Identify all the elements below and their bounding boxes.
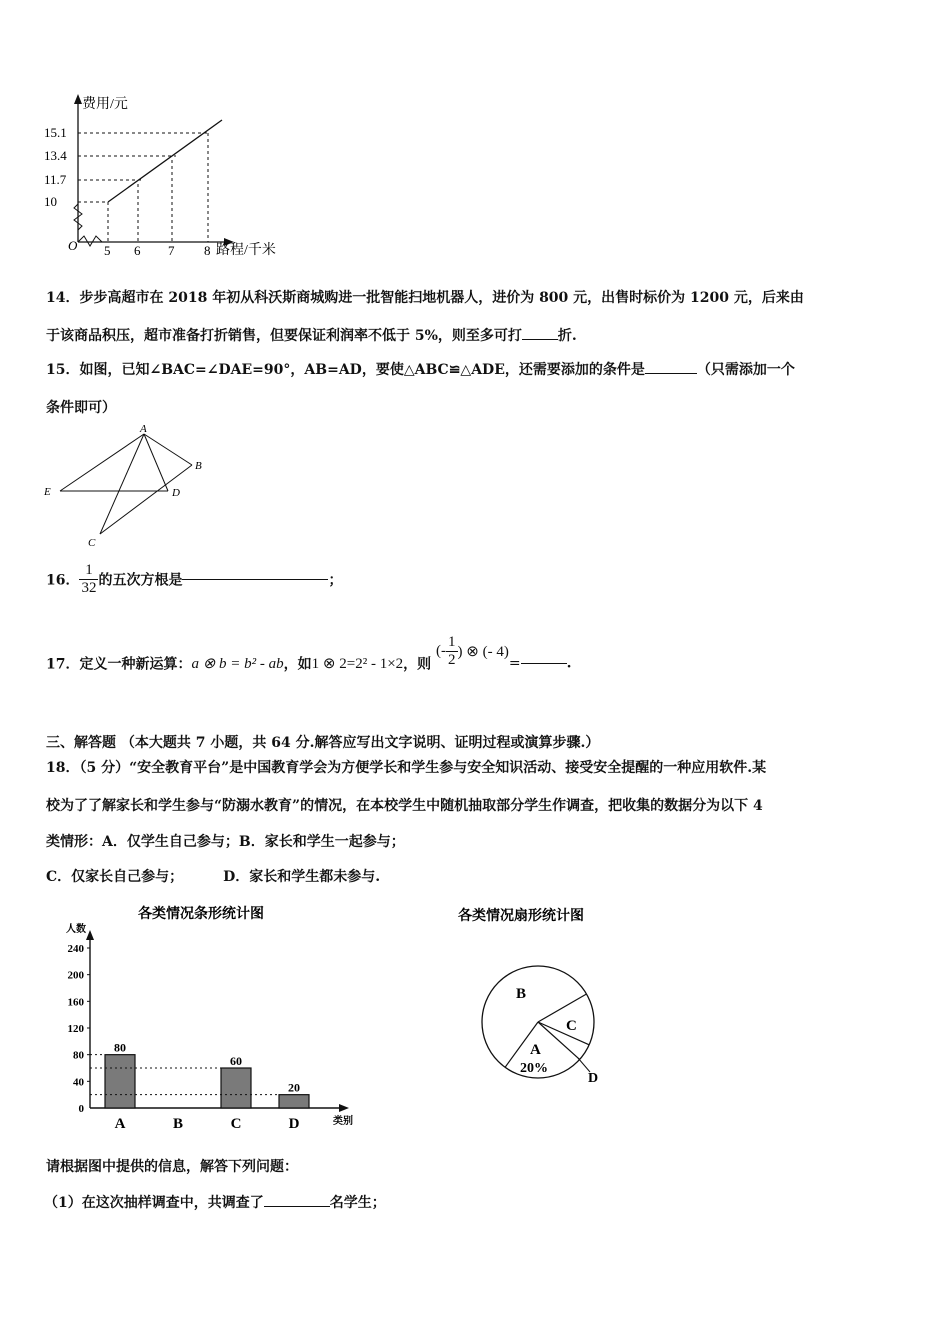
q18-category-d: D．家长和学生都未参与. <box>223 869 381 885</box>
expr-close: ) ⊗ (- 4) <box>457 644 509 660</box>
q17-answer-blank[interactable] <box>521 663 567 664</box>
bar-A <box>105 1055 135 1108</box>
question-15-line2: 条件即可） <box>46 400 116 416</box>
y-axis-arrow <box>86 930 94 940</box>
x-tick: 6 <box>134 243 141 258</box>
q17-text-end: . <box>566 655 572 672</box>
question-14-line1: 14．步步高超市在 2018 年初从科沃斯商城购进一批智能扫地机器人，进价为 800 元，出售时标价为 1200 元，后来由 <box>46 290 804 306</box>
q17-text-example: ，如 <box>283 656 312 673</box>
q15-text-end: （只需添加一个 <box>696 362 795 378</box>
fraction-numerator: 1 <box>79 562 98 580</box>
question-15-line1 <box>46 359 795 379</box>
category-label: B <box>172 1116 184 1132</box>
y-tick-label: 160 <box>67 996 84 1009</box>
pie-chart-title: 各类情况扇形统计图 <box>458 909 584 924</box>
pie-label-C: C <box>566 1018 577 1034</box>
y-tick-label: 240 <box>67 943 84 955</box>
question-18-prompt: 请根据图中提供的信息，解答下列问题： <box>46 1159 298 1175</box>
point-label-B: B <box>195 460 202 472</box>
q15-text: 15．如图，已知∠BAC=∠DAE=90°，AB=AD，要使△ABC≌△ADE，还需要添加的条件是 <box>46 362 645 378</box>
y-tick-label: 120 <box>67 1023 84 1035</box>
y-axis-label: 人数 <box>66 924 86 935</box>
question-18-sub1 <box>44 1192 386 1212</box>
fraction-numerator: 1 <box>448 634 456 650</box>
y-tick: 11.7 <box>44 172 67 187</box>
y-axis-label: 费用/元 <box>82 97 128 112</box>
triangle-figure <box>40 422 220 552</box>
question-14-line2 <box>46 325 577 345</box>
question-16 <box>46 562 342 597</box>
q17-equals: = <box>508 655 521 672</box>
bar-C <box>221 1068 251 1108</box>
question-18-line4 <box>46 866 380 886</box>
expr-open: (- <box>436 643 447 659</box>
question-18-line2: 校为了了解家长和学生参与“防溺水教育”的情况，在本校学生中随机抽取部分学生作调查，把收集的数据分为以下 4 <box>46 798 763 814</box>
pie-label-D: D <box>588 1071 599 1086</box>
x-axis-arrow <box>339 1104 349 1112</box>
operation-example: 1 ⊗ 2=2² - 1×2 <box>311 656 404 672</box>
operation-definition: a ⊗ b = b² - ab <box>191 656 284 672</box>
category-label: D <box>288 1116 300 1132</box>
point-label-A: A <box>140 423 147 435</box>
q14-text: 于该商品积压，超市准备打折销售，但要保证利润率不低于 5%，则至多可打 <box>46 328 522 344</box>
q16-answer-blank[interactable] <box>182 579 328 580</box>
bar-value-label: 80 <box>114 1040 126 1055</box>
category-label: A <box>114 1116 126 1132</box>
q17-text-then: ，则 <box>403 656 432 673</box>
bar-chart <box>58 898 378 1138</box>
pie-slice-boundary <box>538 1022 589 1045</box>
x-tick: 7 <box>168 243 175 258</box>
x-axis-label: 路程/千米 <box>216 243 276 258</box>
pie-label-A: A <box>530 1042 541 1058</box>
fraction-1-2 <box>446 634 458 669</box>
cost-line <box>108 120 222 202</box>
pie-slice-boundary <box>538 994 586 1022</box>
y-tick-label: 80 <box>73 1049 84 1062</box>
y-tick-label: 0 <box>78 1103 84 1115</box>
fraction-denominator: 32 <box>81 580 97 596</box>
pie-chart <box>440 898 660 1098</box>
q18-category-c: C．仅家长自己参与； <box>46 869 184 885</box>
q17-expression <box>436 634 509 669</box>
section-3-heading: 三、解答题 （本大题共 7 小题，共 64 分.解答应写出文字说明、证明过程或演算步骤.） <box>46 735 600 751</box>
fraction-denominator: 2 <box>448 652 456 668</box>
point-label-C: C <box>88 537 96 549</box>
origin-label: O <box>68 238 78 253</box>
point-label-E: E <box>44 486 51 498</box>
fraction-1-32 <box>79 562 98 597</box>
pie-leader-line <box>578 1058 590 1072</box>
bar-value-label: 20 <box>288 1080 300 1095</box>
category-label: C <box>230 1116 242 1132</box>
question-18-line3: 类情形：A．仅学生自己参与；B．家长和学生一起参与； <box>46 834 405 850</box>
bar-chart-title: 各类情况条形统计图 <box>138 907 264 922</box>
x-tick: 8 <box>204 243 211 258</box>
point-label-D: D <box>172 487 180 499</box>
q15-answer-blank[interactable] <box>645 373 697 374</box>
q17-text: 17．定义一种新运算： <box>46 656 192 673</box>
y-tick: 10 <box>44 194 57 209</box>
q18-sub1-answer-blank[interactable] <box>264 1206 330 1207</box>
q16-number: 16． <box>46 572 80 589</box>
x-tick: 5 <box>104 243 111 258</box>
question-18-line1: 18．（5 分）“安全教育平台”是中国教育学会为方便学长和学生参与安全知识活动、接受安全提醒的一种应用软件.某 <box>46 760 767 776</box>
cost-distance-graph <box>30 92 300 262</box>
y-tick: 15.1 <box>44 125 67 140</box>
pie-percent-label: 20% <box>520 1061 548 1076</box>
bar-value-label: 60 <box>230 1054 242 1068</box>
q14-text-end: 折. <box>557 328 577 344</box>
bar-D <box>279 1095 309 1108</box>
y-tick-label: 40 <box>73 1076 84 1089</box>
y-tick: 13.4 <box>44 148 67 163</box>
q16-text-end: ； <box>328 572 343 589</box>
q16-text: 的五次方根是 <box>98 572 183 589</box>
y-tick-label: 200 <box>67 969 84 982</box>
question-17 <box>46 634 572 681</box>
q18-sub1-text-end: 名学生； <box>329 1195 386 1211</box>
pie-label-B: B <box>516 986 527 1002</box>
q14-answer-blank[interactable] <box>522 339 558 340</box>
x-axis-label: 类别 <box>333 1116 353 1127</box>
q18-sub1-text: （1）在这次抽样调查中，共调查了 <box>44 1195 264 1211</box>
